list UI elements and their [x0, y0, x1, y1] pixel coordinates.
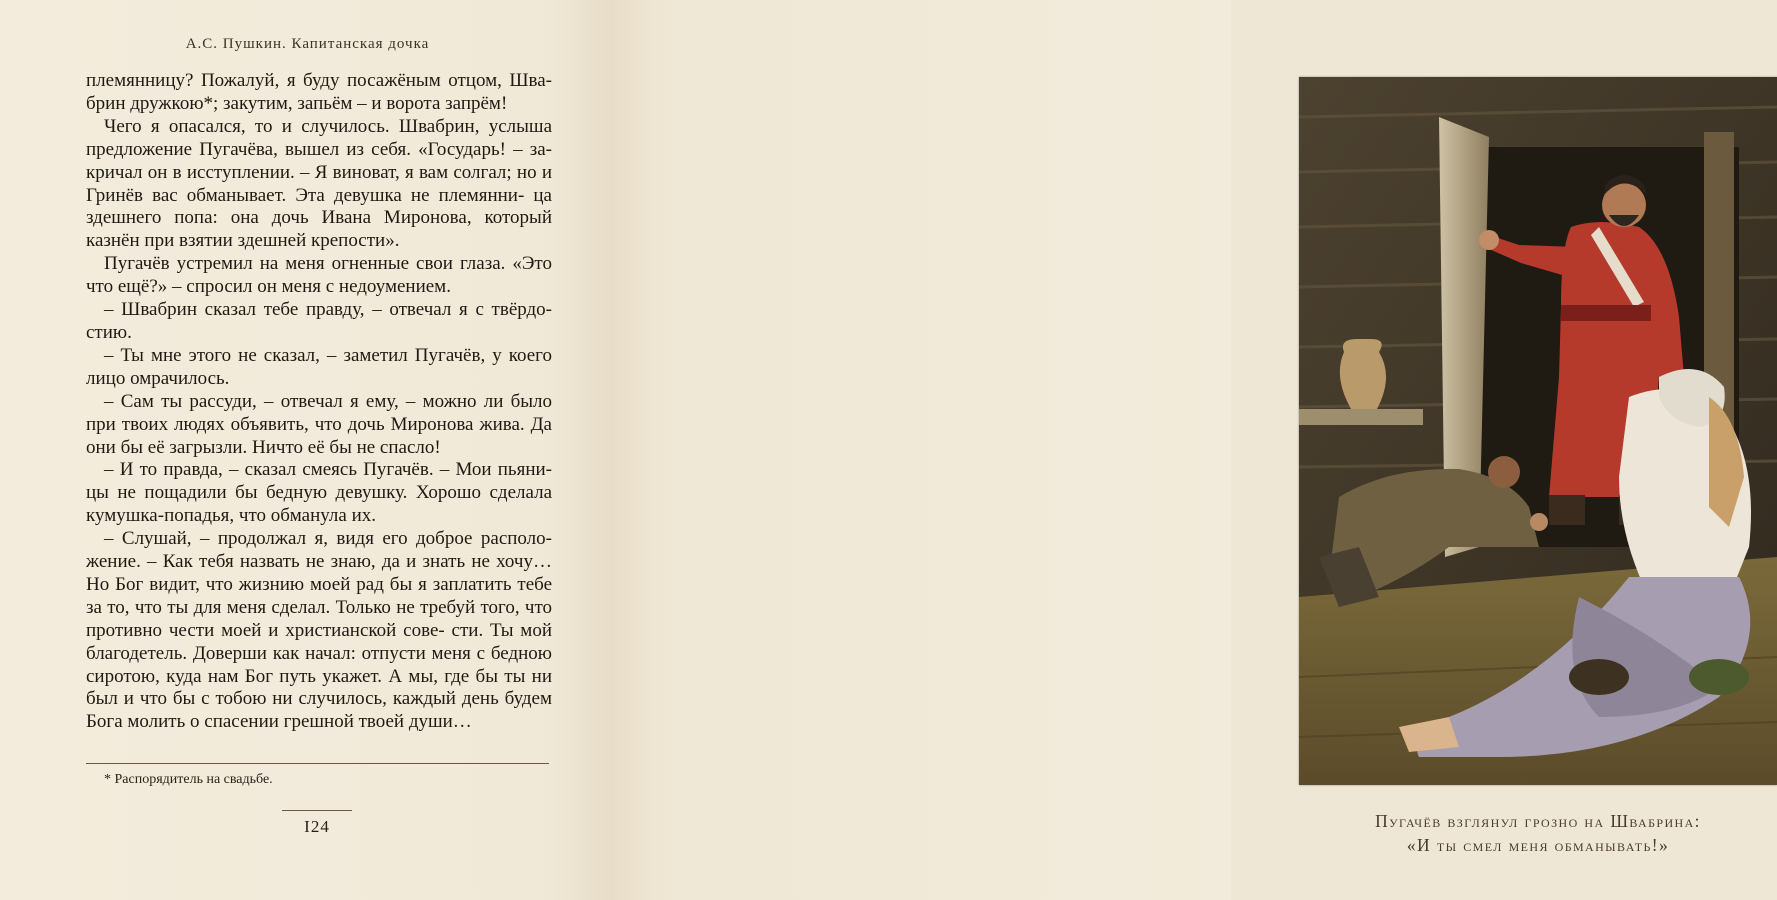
- main-text: [86, 70, 552, 734]
- jug: [1340, 339, 1386, 409]
- caption-line-1: Пугачёв взглянул грозно на Швабрина:: [1375, 811, 1701, 831]
- running-head: А.С. Пушкин. Капитанская дочка: [185, 36, 430, 52]
- left-page: [0, 0, 615, 900]
- page-number: I24: [304, 817, 330, 836]
- paragraph-5: – Ты мне этого не сказал, – заметил Пугачёв, у коего лицо омрачилось.: [86, 344, 552, 389]
- caption-line-2: «И ты смел меня обманывать!»: [1406, 835, 1670, 855]
- page-number-rule: [282, 810, 352, 811]
- paragraph-1: племянницу? Пожалуй, я буду посажёным отцом, Шва- брин дружкою*; закутим, запьём – и ворота запрём!: [86, 70, 552, 114]
- shelf: [1299, 409, 1423, 425]
- paragraph-4: – Швабрин сказал тебе правду, – отвечал я с твёрдо- стию.: [86, 299, 552, 343]
- illustration-painting: [1299, 77, 1777, 785]
- paragraph-2: Чего я опасался, то и случилось. Швабрин, услыша предложение Пугачёва, вышел из себя. «Государь! – за- кричал он в исступлении. – Я виноват, я вам солгал; но и Гринёв вас обманывает. Эта девушка не племянни- ца здешнего попа: она дочь Ивана Миронова, который казнён при взятии здешней крепости».: [86, 115, 552, 252]
- paragraph-7: – И то правда, – сказал смеясь Пугачёв. – Мои пьяни- цы не пощадили бы бедную девушку. Хорошо сделала кумушка-попадья, что обманула их.: [86, 459, 552, 527]
- paragraph-6: – Сам ты рассуди, – отвечал я ему, – можно ли было при твоих людях объявить, что дочь Миронова жива. Да они бы её загрызли. Ничто её бы не спасло!: [86, 390, 552, 458]
- paragraph-8: – Слушай, – продолжал я, видя его доброе располо- жение. – Как тебя назвать не знаю, да и знать не хочу… Но Бог видит, что жизнию моей рад бы я заплатить тебе за то, что ты для меня сделал. Только не требуй того, что противно чести моей и христианской сове- сти. Ты мой благодетель. Доверши как начал: отпусти меня с бедною сиротою, куда нам Бог путь укажет. А мы, где бы ты ни был и что бы с тобою ни случилось, каждый день будем Бога молить о спасении грешной твоей души…: [86, 528, 553, 733]
- illustration-caption: [1299, 809, 1777, 857]
- footnote-rule: [86, 763, 549, 764]
- illustration: [1299, 77, 1777, 785]
- paragraph-3: Пугачёв устремил на меня огненные свои глаза. «Это что ещё?» – спросил он меня с недоумением.: [86, 253, 552, 298]
- right-page: [615, 0, 1701, 900]
- footnote: * Распорядитель на свадьбе.: [104, 772, 273, 787]
